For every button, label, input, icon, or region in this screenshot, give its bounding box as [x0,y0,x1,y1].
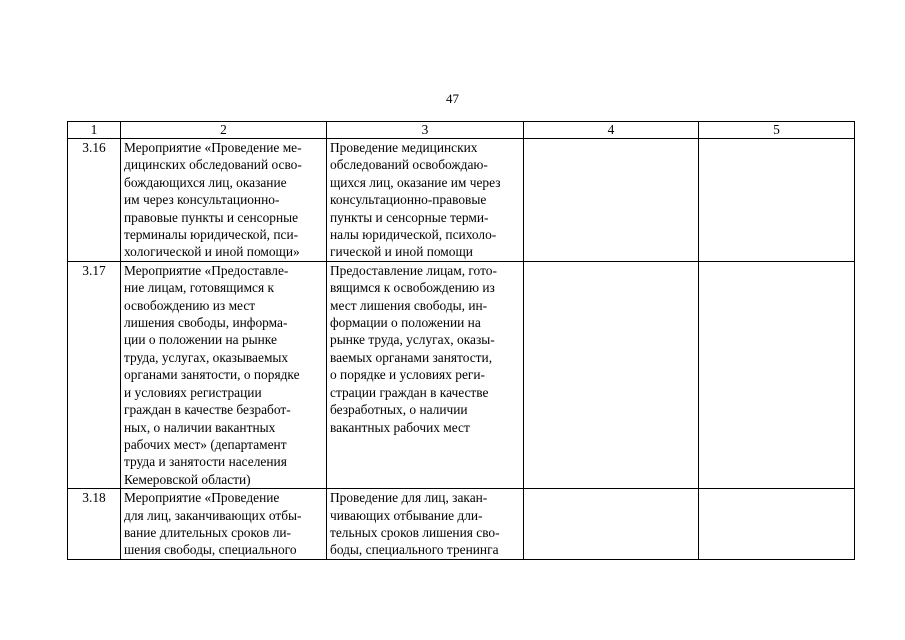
measures-table [67,121,855,560]
column-4-cell [524,139,699,262]
table-row [68,261,855,488]
column-5-cell [699,139,855,262]
column-4-cell [524,489,699,560]
measure-title-cell: Мероприятие «Предоставле- ние лицам, готовящимся к освобождению из мест лишения свободы, информа- ции о положении на рынке труда, услугах, оказываемых органами занятости, о порядке и условиях регистрации граждан в качестве безработ- ных, о наличии вакантных рабочих мест» (департамент труда и занятости населения Кемеровской области) [121,261,327,488]
row-number: 3.17 [68,261,121,488]
column-5-cell [699,489,855,560]
table-header-row [68,122,855,139]
measure-title-cell: Мероприятие «Проведение ме- дицинских обследований осво- бождающихся лиц, оказание им через консультационно- правовые пункты и сенсорные терминалы юридической, пси- хологической и иной помощи» [121,139,327,262]
column-header: 3 [327,122,524,139]
measure-description-cell: Проведение медицинских обследований освобождаю- щихся лиц, оказание им через консультационно-правовые пункты и сенсорные терми- налы юридической, психоло- гической и иной помощи [327,139,524,262]
table-row [68,139,855,262]
measure-description-cell: Предоставление лицам, гото- вящимся к освобождению из мест лишения свободы, ин- формации о положении на рынке труда, услугах, оказы- ваемых органами занятости, о порядке и условиях реги- страции граждан в качестве безработных, о наличии вакантных рабочих мест [327,261,524,488]
column-header: 1 [68,122,121,139]
column-header: 2 [121,122,327,139]
row-number: 3.18 [68,489,121,560]
column-5-cell [699,261,855,488]
table-row [68,489,855,560]
column-header: 5 [699,122,855,139]
column-header: 4 [524,122,699,139]
measure-title-cell: Мероприятие «Проведение для лиц, заканчивающих отбы- вание длительных сроков ли- шения свободы, специального [121,489,327,560]
measure-description-cell: Проведение для лиц, закан- чивающих отбывание дли- тельных сроков лишения сво- боды, специального тренинга [327,489,524,560]
column-4-cell [524,261,699,488]
page-number: 47 [446,91,459,106]
row-number: 3.16 [68,139,121,262]
